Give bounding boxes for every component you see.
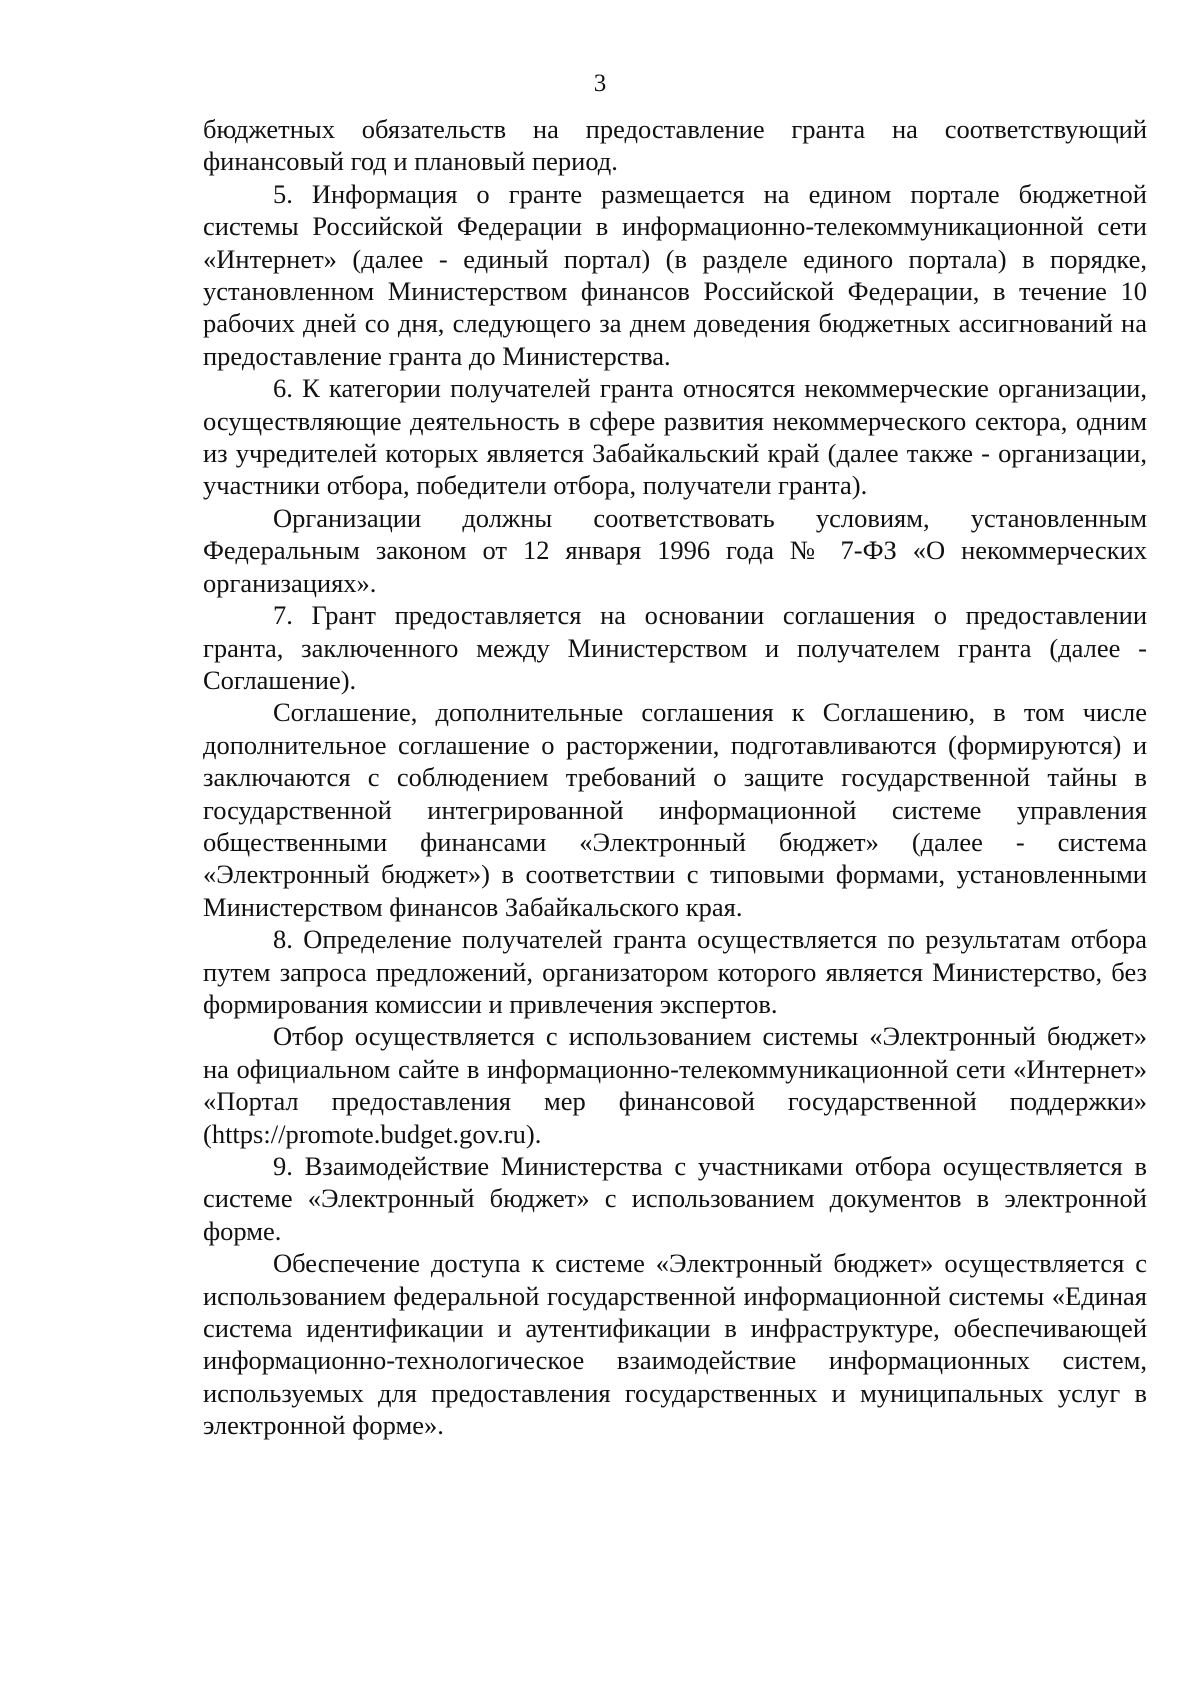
document-body xyxy=(203,113,1147,1442)
paragraph-item-7: 7. Грант предоставляется на основании соглашения о предоставлении гранта, заключенного между Министерством и получателем гранта (далее - Соглашение). xyxy=(203,600,1147,695)
paragraph-item-9: 9. Взаимодействие Министерства с участниками отбора осуществляется в системе «Электронный бюджет» с использованием документов в электронной форме. xyxy=(203,1151,1147,1246)
paragraph-item-5: 5. Информация о гранте размещается на едином портале бюджетной системы Российской Федерации в информационно-телекоммуникационной сети «Интернет» (далее - единый портал) (в разделе единого портала) в порядке, установленном Министерством финансов Российской Федерации, в течение 10 рабочих дней со дня, следующего за днем доведения бюджетных ассигнований на предоставление гранта до Министерства. xyxy=(203,178,1147,371)
paragraph-continuation: бюджетных обязательств на предоставление гранта на соответствующий финансовый год и плановый период. xyxy=(203,114,1147,177)
paragraph-item-8: 8. Определение получателей гранта осуществляется по результатам отбора путем запроса предложений, организатором которого является Министерство, без формирования комиссии и привлечения экспертов. xyxy=(203,924,1147,1019)
paragraph-organizations-requirements: Организации должны соответствовать условиям, установленным Федеральным законом от 12 января 1996 года № 7-ФЗ «О некоммерческих организациях». xyxy=(203,502,1147,598)
paragraph-item-6: 6. К категории получателей гранта относятся некоммерческие организации, осуществляющие деятельность в сфере развития некоммерческого сектора, одним из учредителей которых является Забайкальский край (далее также - организации, участники отбора, победители отбора, получатели гранта). xyxy=(203,373,1147,501)
paragraph-agreement: Соглашение, дополнительные соглашения к Соглашению, в том числе дополнительное соглашение о расторжении, подготавливаются (формируются) и заключаются с соблюдением требований о защите государственной тайны в государственной интегрированной информационной системе управления общественными финансами «Электронный бюджет» (далее - система «Электронный бюджет») в соответствии с типовыми формами, установленными Министерством финансов Забайкальского края. xyxy=(203,697,1147,922)
page-number: 3 xyxy=(593,70,607,97)
paragraph-access-esia: Обеспечение доступа к системе «Электронный бюджет» осуществляется с использованием федеральной государственной информационной системы «Единая система идентификации и аутентификации в инфраструктуре, обеспечивающей информационно-технологическое взаимодействие информационных систем, используемых для предоставления государственных и муниципальных услуг в электронной форме». xyxy=(203,1248,1147,1441)
paragraph-selection-portal: Отбор осуществляется с использованием системы «Электронный бюджет» на официальном сайте в информационно-телекоммуникационной сети «Интернет» «Портал предоставления мер финансовой государственной поддержки» (https://promote.budget.gov.ru). xyxy=(203,1021,1147,1149)
